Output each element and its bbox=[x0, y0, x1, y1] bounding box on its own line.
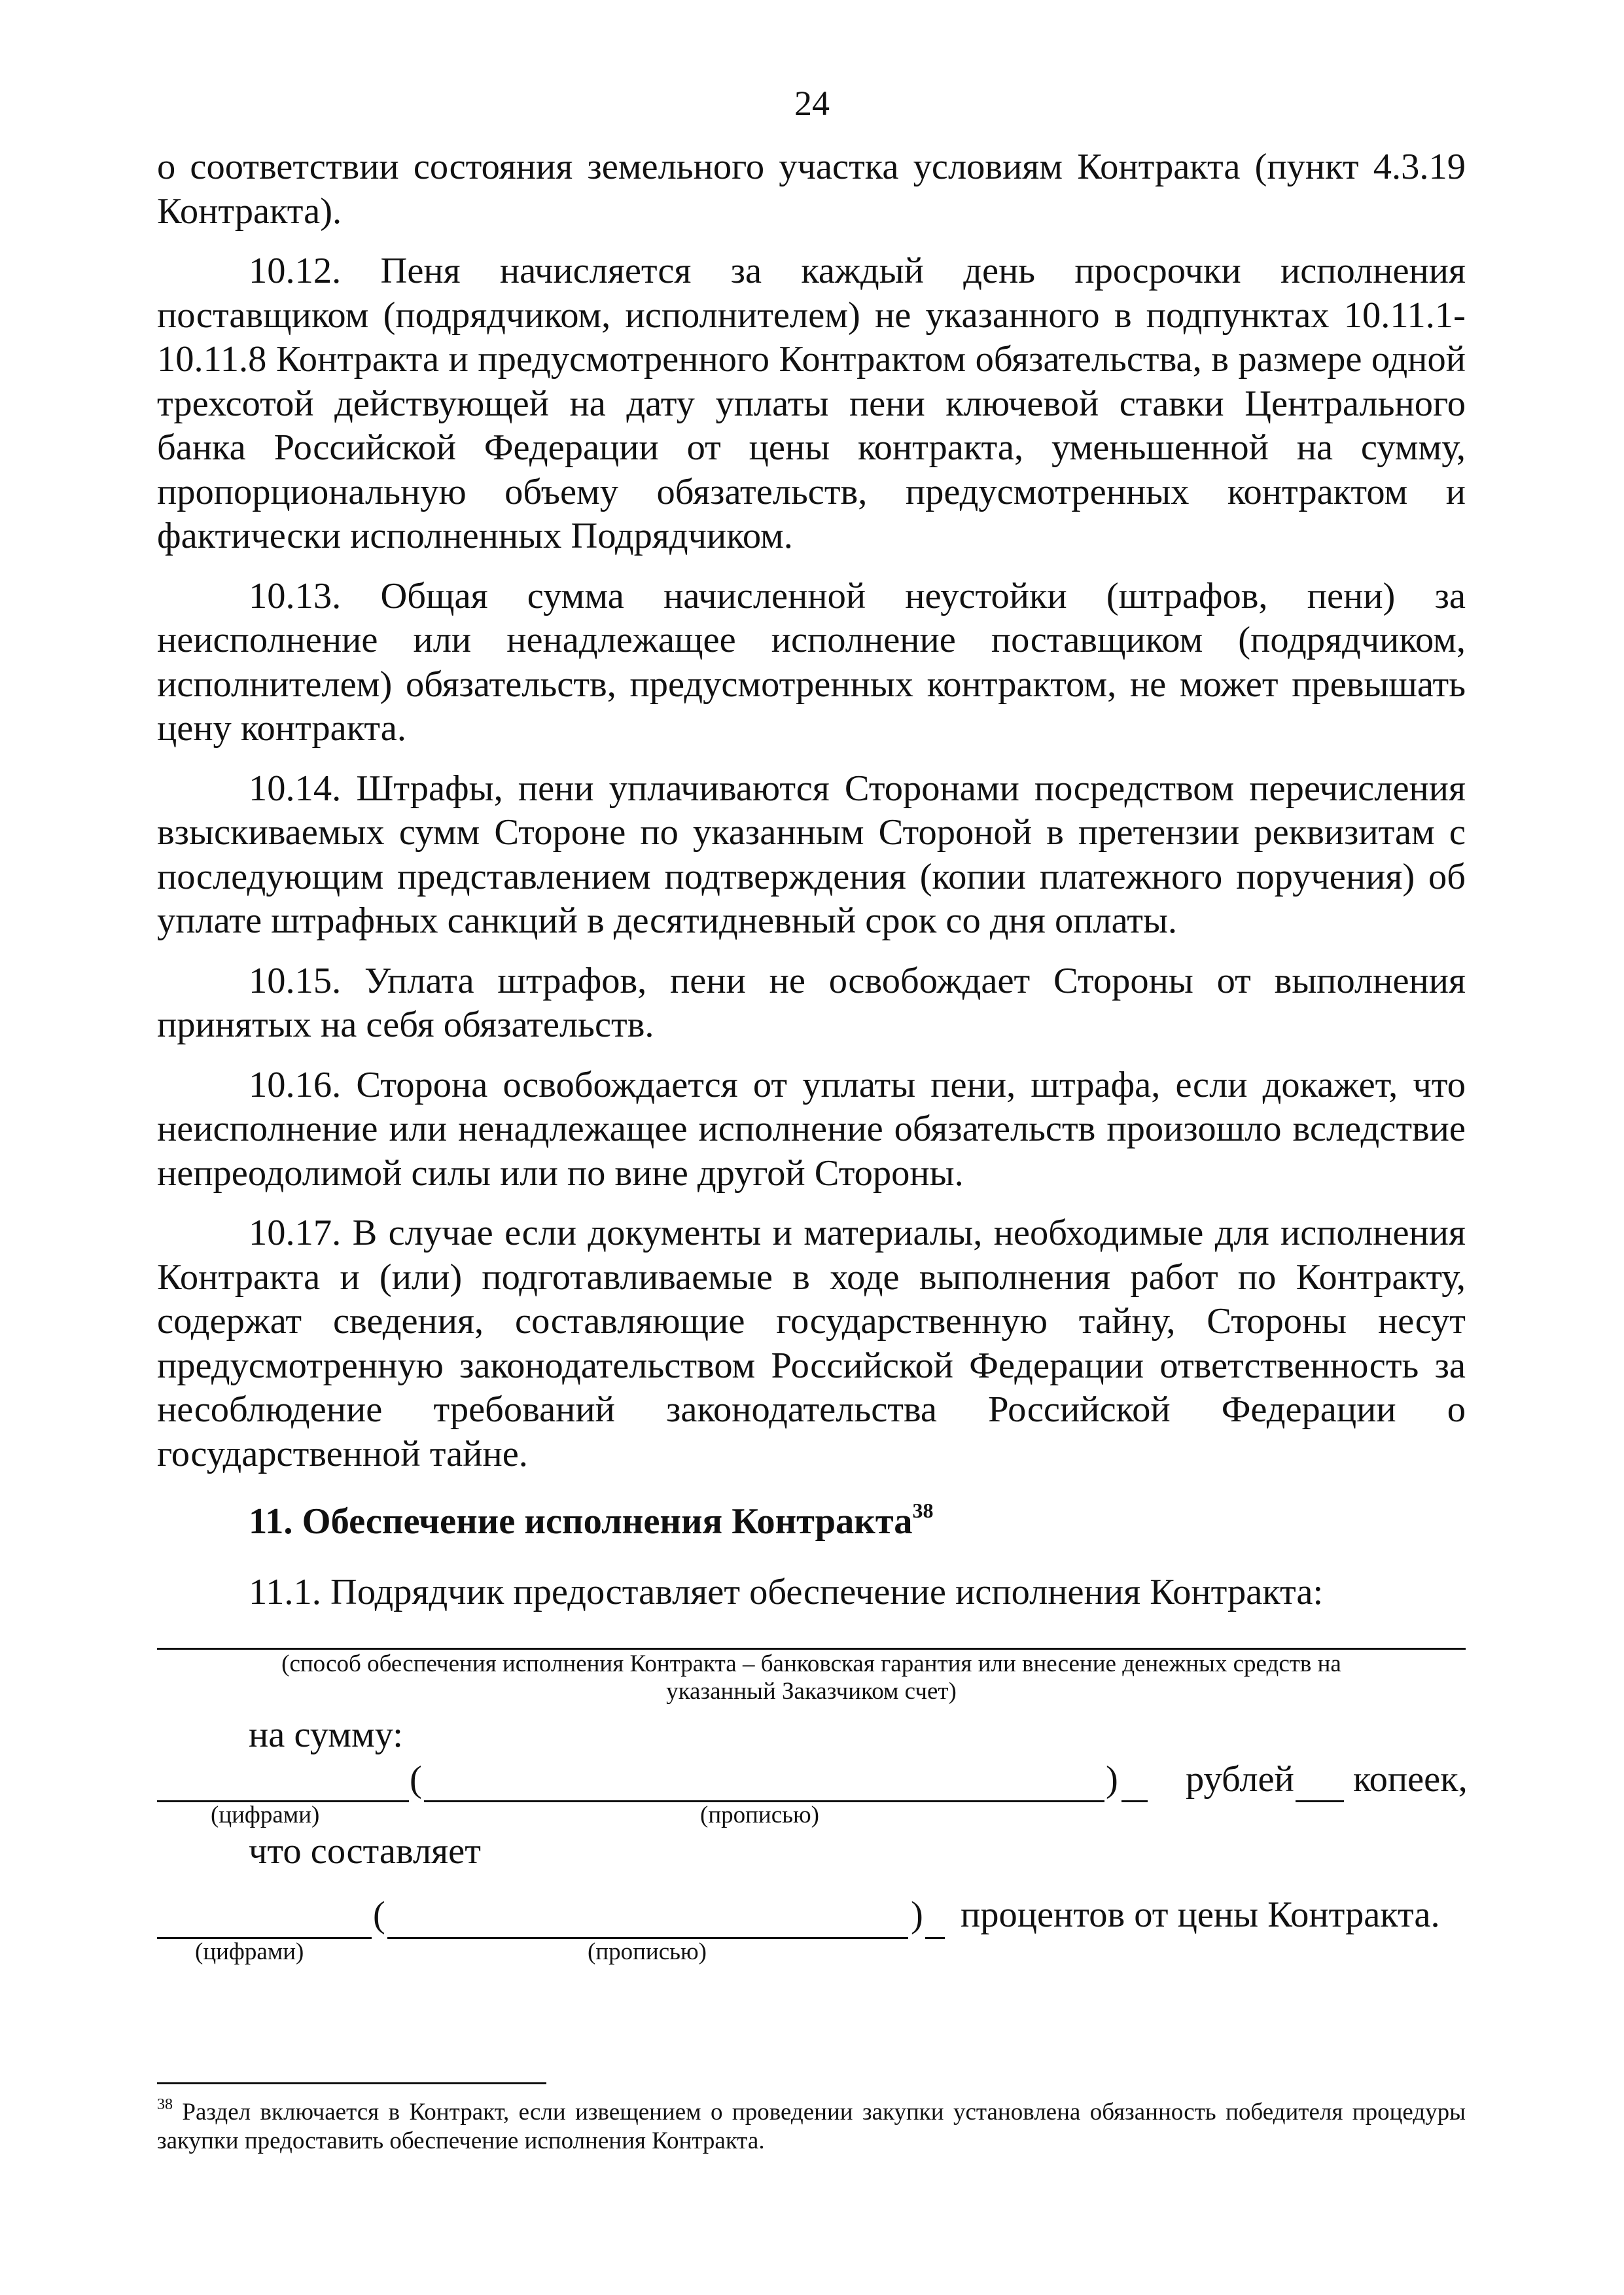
paragraph-10-13: 10.13. Общая сумма начисленной неустойки (штрафов, пени) за неисполнение или ненадлежащее исполнение поставщиком (подрядчиком, исполнителем) обязательств, предусмотренных контрактом, не может превышать цену контракта. bbox=[157, 575, 1466, 749]
page-number: 24 bbox=[794, 84, 830, 123]
method-caption-line2: указанный Заказчиком счет) bbox=[666, 1678, 957, 1705]
amount-open-paren: ( bbox=[410, 1759, 422, 1800]
method-blank-line bbox=[157, 1648, 1466, 1650]
percent-tail-line bbox=[925, 1937, 945, 1939]
paragraph-10-15: 10.15. Уплата штрафов, пени не освобождает Стороны от выполнения принятых на себя обязательств. bbox=[157, 960, 1466, 1045]
footnote-text: Раздел включается в Контракт, если извещением о проведении закупки установлена обязанность победителя процедуры закупки предоставить обеспечение исполнения Контракта. bbox=[157, 2099, 1466, 2154]
footnote-reference: 38 bbox=[912, 1499, 934, 1522]
clause-11-1: 11.1. Подрядчик предоставляет обеспечение исполнения Контракта: bbox=[249, 1572, 1324, 1612]
main-text bbox=[157, 145, 1466, 1476]
paragraph-continuation: о соответствии состояния земельного участка условиям Контракта (пункт 4.3.19 Контракта). bbox=[157, 147, 1466, 232]
percent-close-paren: ) bbox=[911, 1895, 923, 1935]
section-title: 11. Обеспечение исполнения Контракта bbox=[249, 1501, 913, 1542]
paragraph-10-12: 10.12. Пеня начисляется за каждый день просрочки исполнения поставщиком (подрядчиком, исполнителем) не указанного в подпунктах 10.11.1-10.11.8 Контракта и предусмотренного Контрактом обязательства, в размере одной трехсотой действующей на дату уплаты пени ключевой ставки Центрального банка Российской Федерации от цены контракта, уменьшенной на сумму, пропорциональную объему обязательств, предусмотренных контрактом и фактически исполненных Подрядчиком. bbox=[157, 251, 1466, 556]
paragraph-10-16: 10.16. Сторона освобождается от уплаты пени, штрафа, если докажет, что неисполнение или ненадлежащее исполнение обязательств произошло вследствие непреодолимой силы или по вине другой Стороны. bbox=[157, 1064, 1466, 1194]
kopecks-blank-line bbox=[1296, 1800, 1344, 1802]
method-caption-line1: (способ обеспечения исполнения Контракта – банковская гарантия или внесение денежных средств на bbox=[281, 1650, 1341, 1677]
amount-close-paren: ) bbox=[1106, 1759, 1118, 1800]
rubles-label: рублей bbox=[1186, 1759, 1294, 1800]
percent-words-caption: (прописью) bbox=[588, 1938, 707, 1965]
section-heading bbox=[249, 1500, 934, 1543]
footnote-number: 38 bbox=[157, 2096, 173, 2113]
percent-open-paren: ( bbox=[373, 1895, 385, 1935]
paragraph-10-17: 10.17. В случае если документы и материалы, необходимые для исполнения Контракта и (или) подготавливаемые в ходе выполнения работ по Контракту, содержат сведения, составляющие государственную тайну, Стороны несут предусмотренную законодательством Российской Федерации ответственность за несоблюдение требований законодательства Российской Федерации о государственной тайне. bbox=[157, 1213, 1466, 1474]
footnote-separator bbox=[157, 2082, 546, 2084]
paragraph-10-14: 10.14. Штрафы, пени уплачиваются Сторонами посредством перечисления взыскиваемых сумм Стороне по указанным Стороной в претензии реквизитам с последующим представлением подтверждения (копии платежного поручения) об уплате штрафных санкций в десятидневный срок со дня оплаты. bbox=[157, 768, 1466, 941]
amount-tail-line bbox=[1121, 1800, 1148, 1802]
amount-digits-caption: (цифрами) bbox=[211, 1802, 320, 1828]
percent-digits-caption: (цифрами) bbox=[195, 1938, 304, 1965]
amount-words-caption: (прописью) bbox=[700, 1802, 819, 1828]
amount-label: на сумму: bbox=[249, 1715, 403, 1755]
footnote bbox=[157, 2098, 1466, 2156]
kopecks-label: копеек, bbox=[1353, 1759, 1468, 1800]
constitutes-label: что составляет bbox=[249, 1831, 481, 1872]
percent-label: процентов от цены Контракта. bbox=[961, 1895, 1440, 1935]
